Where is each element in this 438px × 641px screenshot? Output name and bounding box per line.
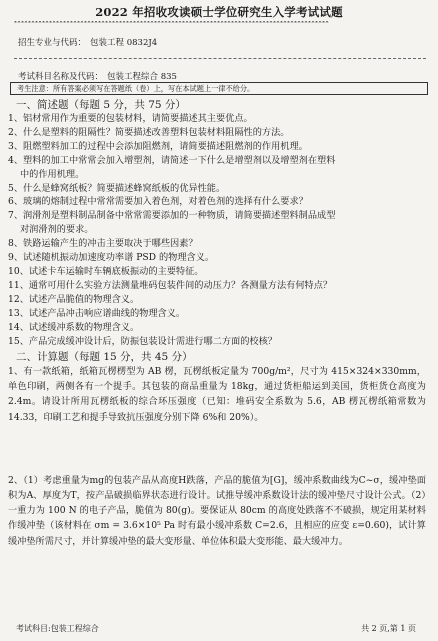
question-text: 4、塑料的加工中常常会加入增塑剂，请简述一下什么是增塑剂以及增塑剂在塑料 [8,154,336,166]
question-item [8,237,426,251]
footer-subject: 考试科目:包装工程综合 [16,624,99,633]
question-item [8,126,426,140]
question-item [8,112,426,126]
question-item [8,265,426,279]
question-text-cont: 对润滑剂的要求。 [20,224,94,236]
question-item [8,209,426,237]
subject-line [18,70,177,82]
question-item [8,335,426,349]
question-item [8,154,426,182]
major-line [18,36,157,48]
question-item [8,195,426,209]
subject-value: 包装工程综合 835 [107,72,177,82]
section2-heading: 二、计算题（每题 15 分，共 45 分） [16,351,193,363]
question-text: 9、试述随机振动加速度功率谱 PSD 的物理含义。 [8,252,215,264]
answer-gap [8,425,426,473]
question-item [8,140,426,154]
question-text: 13、试述产品冲击响应谱曲线的物理含义。 [8,307,186,319]
question-text: 14、试述缓冲系数的物理含义。 [8,321,140,333]
dashed-divider [14,58,426,59]
notice-text: 考生注意：所有答案必须写在答题纸（卷）上，写在本试题上一律不给分。 [17,84,255,93]
question-text: 5、什么是蜂窝纸板？简要描述蜂窝纸板的优异性能。 [8,182,226,194]
question-text: 10、试述卡车运输时车辆底板振动的主要特征。 [8,265,204,277]
question-text: 1、铝材常用作为重要的包装材料，请简要描述其主要优点。 [8,113,253,124]
question-item [8,279,426,293]
subject-label: 考试科目名称及代码： [18,72,104,82]
question-text: 2、什么是塑料的阻隔性？简要描述改善塑料包装材料阻隔性的方法。 [8,126,290,138]
question-text-cont: 中的作用机理。 [20,168,85,180]
question-item [8,293,426,307]
question-text: 7、润滑剂是塑料制品制备中常常需要添加的一种物质，请简要描述塑料制品成型 [8,210,336,222]
notice-box [10,82,428,95]
footer-page-number: 共 2 页,第 1 页 [361,624,416,633]
calc-question-2: 2、（1）考虑重量为mg的包装产品从高度H跌落，产品的脆值为[G]，缓冲系数曲线为C~σ，缓冲垫面积为A、厚度为T，按产品破损临界状态进行设计。试推导缓冲系数设计法的缓冲垫尺寸设计公式。（2）一重力为 100 N 的电子产品，脆值为 80(g)。要保证从 80cm 的高度处跌落不不破损，规定用某材料作缓冲垫（该材料在 σm = 3.6×10⁵ Pa 时有最小缓冲系数 C=2.6，且相应的应变 ε=0.60)，试计算缓冲垫所需尺寸，并计算缓冲垫的最大变形量、单位体积最大变形能、最大缓冲力。 [8,474,426,547]
section1-heading: 一、简述题（每题 5 分，共 75 分） [16,99,186,111]
question-item [8,251,426,265]
exam-title: 2022 年招收攻读硕士学位研究生入学考试试题 [95,5,343,19]
question-item [8,321,426,335]
question-text: 15、产品完成缓冲设计后，防振包装设计需进行哪二方面的校核？ [8,335,277,347]
question-item [8,182,426,196]
question-text: 8、铁路运输产生的冲击主要取决于哪些因素？ [8,238,198,250]
star-divider: ****************************************************************************************** [14,21,329,27]
major-label: 招生专业与代码： [18,38,87,48]
calc-question-1: 1、有一款纸箱，纸箱瓦楞楞型为 AB 楞，瓦楞纸板定量为 700g/m²，尺寸为 415×324×330mm，单色印刷，两侧各有一个提手。其包装的商品重量为 18kg，通过货柜船运到美国，货柜货仓高度为 2.4m。请设计所用瓦楞纸板的综合环压强度（已知：堆码安全系数为 5.6，AB 楞瓦楞纸箱常数为 14.33，印刷工艺和提手导致抗压强度分别下降 6%和 20%）。 [8,366,426,423]
calc-questions [8,364,426,549]
question-item [8,307,426,321]
question-list [8,112,426,348]
major-value: 包装工程 0832J4 [90,38,158,48]
page-footer [0,623,438,637]
question-text: 6、玻璃的熔制过程中常常需要加入着色剂，对着色剂的选择有什么要求？ [8,196,308,208]
question-text: 3、阻燃塑料加工的过程中会添加阻燃剂，请简要描述阻燃剂的作用机理。 [8,140,308,152]
question-text: 12、试述产品脆值的物理含义。 [8,293,140,305]
question-text: 11、通常可用什么实验方法测量堆码包装件间的动压力？各测量方法有何特点？ [8,279,333,291]
